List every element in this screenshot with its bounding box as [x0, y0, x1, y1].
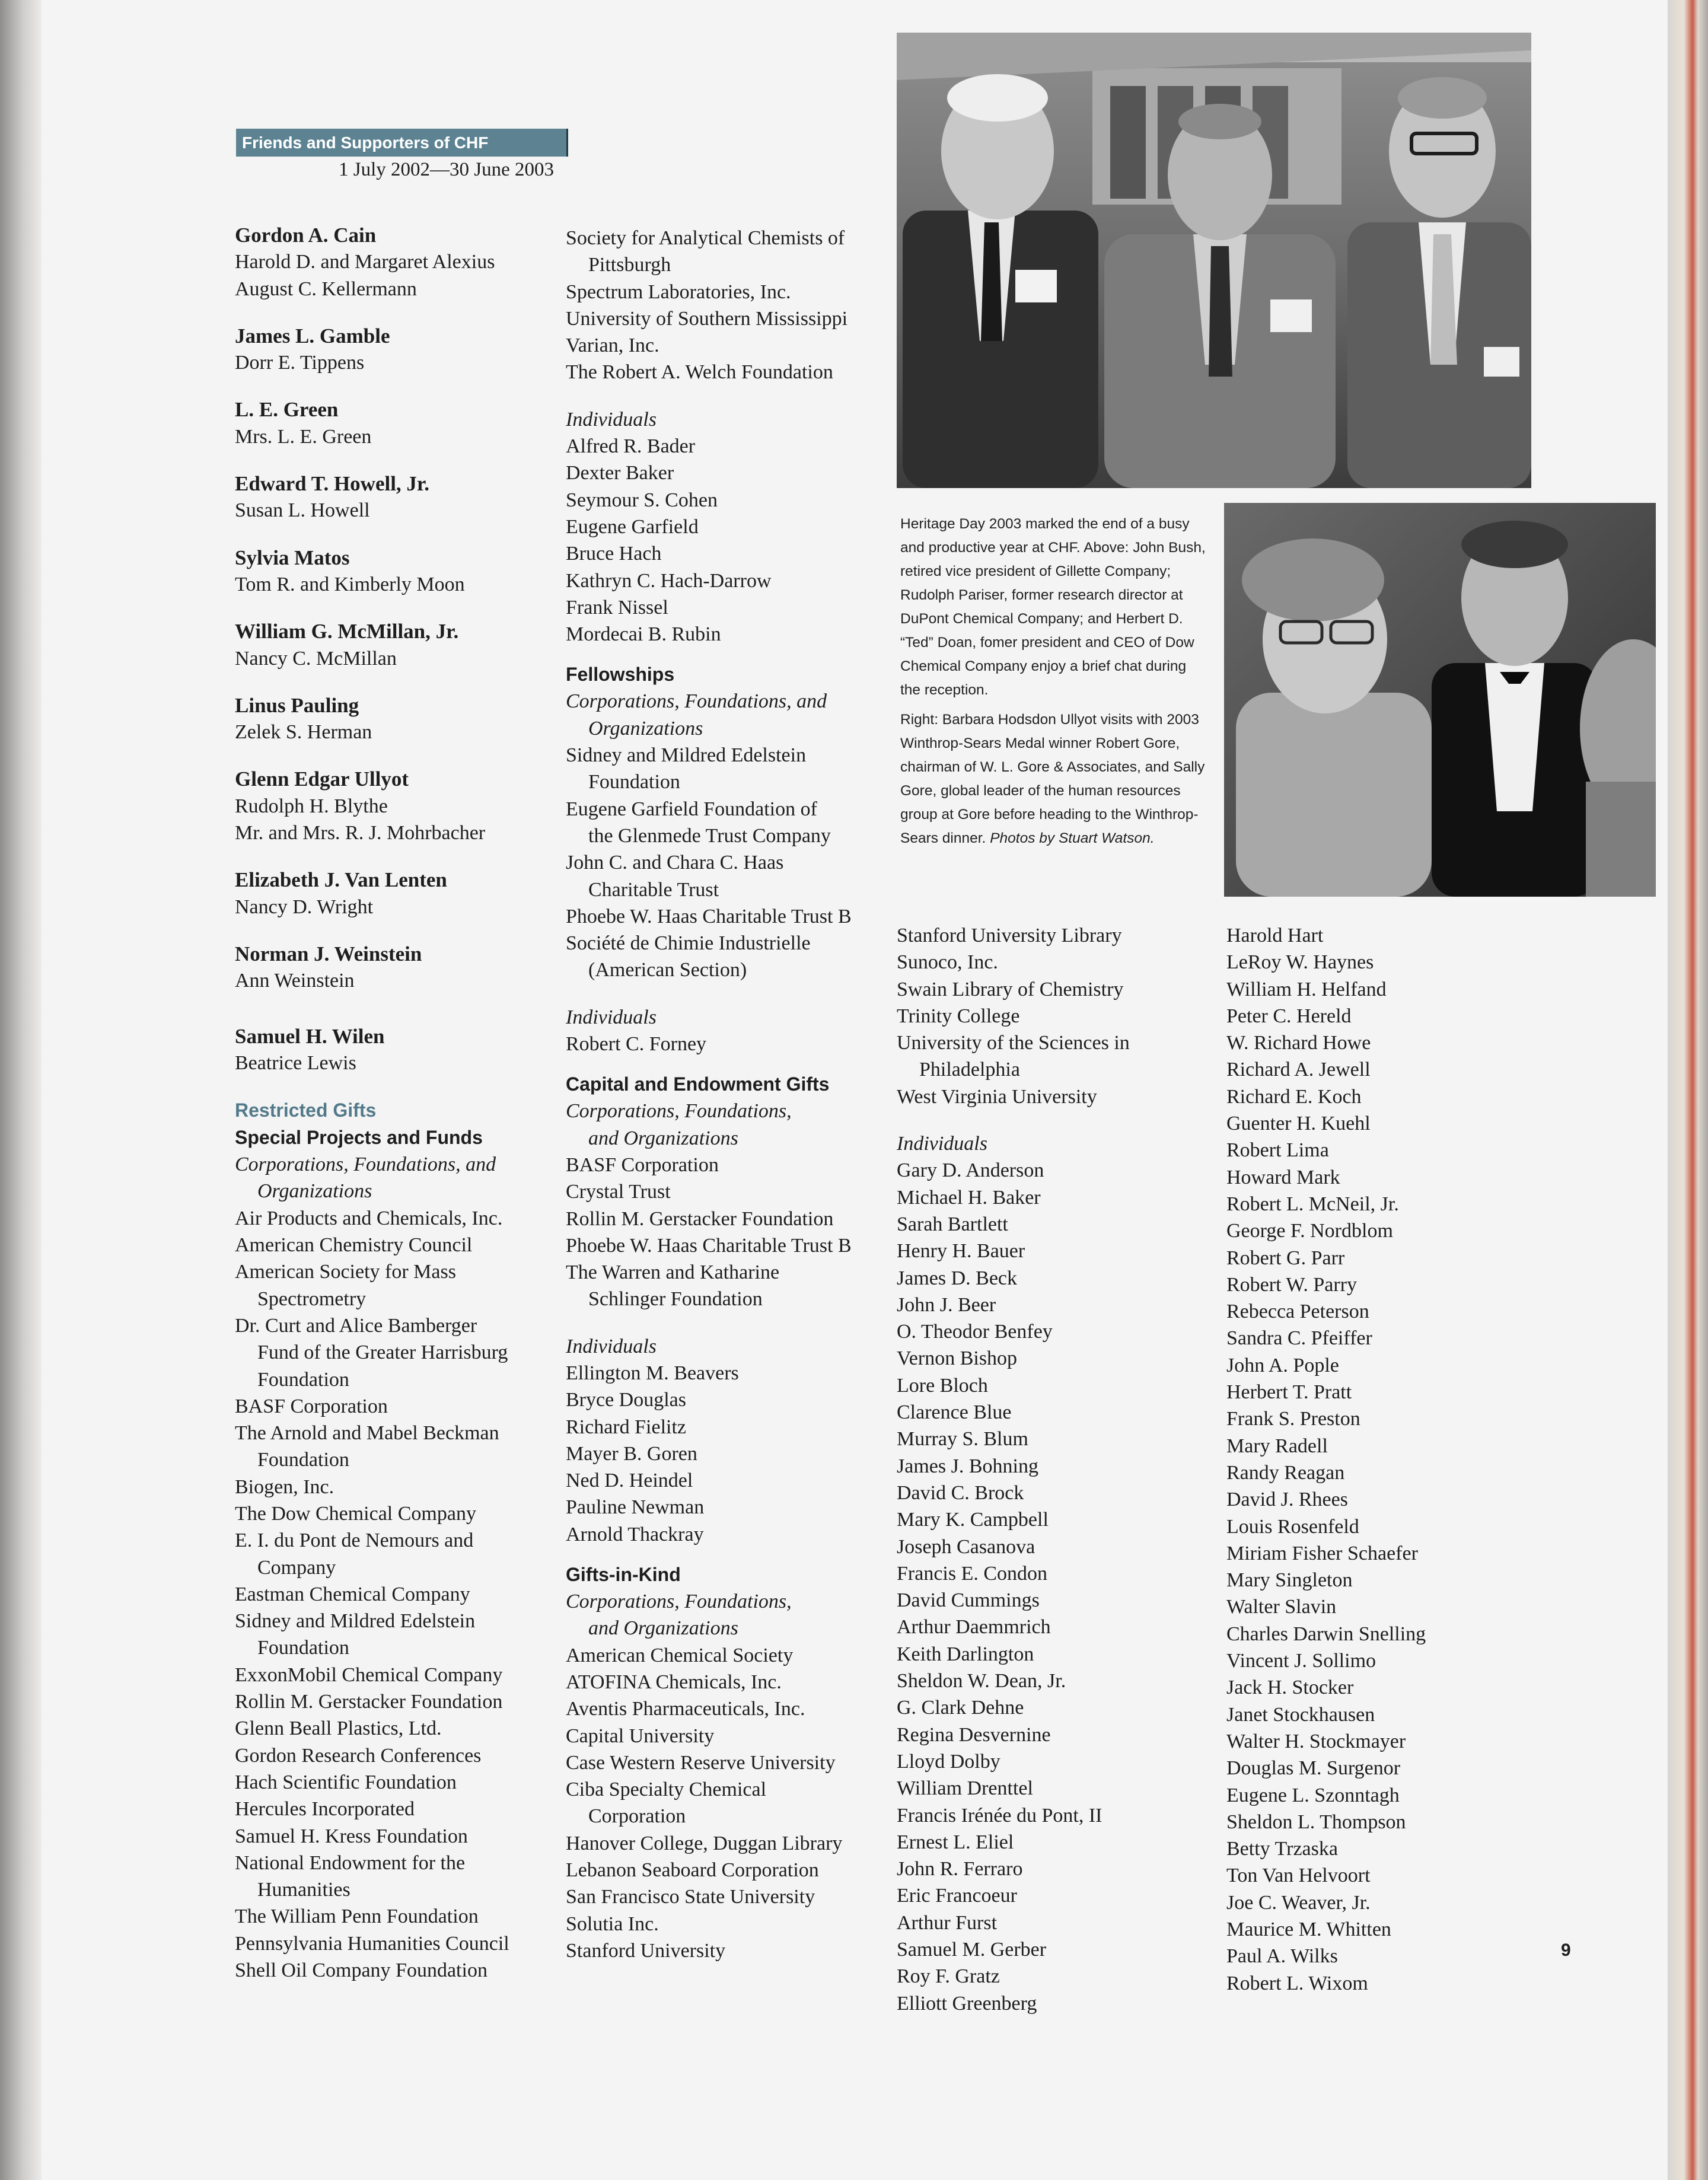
organization-name: Lebanon Seaboard Corporation: [566, 1859, 819, 1882]
individual-name: David C. Brock: [897, 1481, 1024, 1504]
donor-name: Tom R. and Kimberly Moon: [235, 573, 465, 595]
individual-name: Francis E. Condon: [897, 1562, 1048, 1585]
individual-name: John R. Ferraro: [897, 1858, 1023, 1881]
individual-name: Walter Slavin: [1226, 1596, 1337, 1618]
individual-name: Joe C. Weaver, Jr.: [1226, 1891, 1371, 1914]
organization-name: Schlinger Foundation: [588, 1288, 763, 1311]
individual-name: Eric Francoeur: [897, 1885, 1017, 1907]
restricted-gifts-heading: Restricted Gifts: [235, 1099, 377, 1121]
individual-name: Joseph Casanova: [897, 1535, 1035, 1558]
photo-ullyot-gore: [1224, 503, 1656, 897]
organization-name: Samuel H. Kress Foundation: [235, 1825, 468, 1847]
individual-name: Henry H. Bauer: [897, 1240, 1025, 1263]
organization-name: Stanford University Library: [897, 925, 1122, 946]
category-label: Corporations, Foundations,: [566, 1100, 792, 1123]
individual-name: Michael H. Baker: [897, 1186, 1041, 1209]
photo-three-men: [897, 33, 1531, 488]
individual-name: Ton Van Helvoort: [1226, 1865, 1371, 1887]
organization-name: Aventis Pharmaceuticals, Inc.: [566, 1698, 805, 1720]
individual-name: Maurice M. Whitten: [1226, 1918, 1391, 1940]
individual-name: Pauline Newman: [566, 1496, 705, 1519]
organization-name: ATOFINA Chemicals, Inc.: [566, 1671, 782, 1693]
organization-name: Corporation: [588, 1805, 686, 1828]
individual-name: LeRoy W. Haynes: [1226, 951, 1374, 974]
organization-name: Phoebe W. Haas Charitable Trust B: [566, 905, 852, 928]
honoree-name: Elizabeth J. Van Lenten: [235, 868, 447, 892]
individual-name: James D. Beck: [897, 1267, 1018, 1289]
organization-name: Sidney and Mildred Edelstein: [566, 744, 807, 767]
individual-name: Keith Darlington: [897, 1643, 1034, 1665]
donor-name: Mrs. L. E. Green: [235, 425, 372, 448]
organization-name: Eastman Chemical Company: [235, 1583, 470, 1605]
organization-name: Rollin M. Gerstacker Foundation: [235, 1691, 503, 1713]
donor-name: Ann Weinstein: [235, 970, 355, 992]
organization-name: Society for Analytical Chemists of: [566, 227, 845, 249]
individual-name: Douglas M. Surgenor: [1226, 1757, 1401, 1780]
organization-name: Pittsburgh: [588, 254, 671, 276]
individual-name: Vincent J. Sollimo: [1226, 1650, 1376, 1672]
organization-name: Gordon Research Conferences: [235, 1744, 482, 1767]
binding-gutter: [0, 0, 42, 2180]
spacer: [566, 386, 886, 406]
organization-name: Crystal Trust: [566, 1181, 671, 1203]
organization-name: University of the Sciences in: [897, 1032, 1130, 1054]
honoree-name: Gordon A. Cain: [235, 224, 377, 247]
organization-name: Philadelphia: [919, 1059, 1020, 1081]
spacer: [235, 450, 543, 470]
organization-name: Spectrometry: [257, 1287, 367, 1310]
column-4: [1226, 922, 1535, 1997]
special-projects-heading: Special Projects and Funds: [235, 1127, 483, 1149]
organization-name: Rollin M. Gerstacker Foundation: [566, 1207, 834, 1230]
individual-name: Howard Mark: [1226, 1166, 1340, 1188]
individual-name: Guenter H. Kuehl: [1226, 1113, 1371, 1135]
spacer: [566, 984, 886, 1004]
organization-name: Foundation: [257, 1449, 349, 1471]
organization-name: Humanities: [257, 1879, 350, 1901]
category-label: Organizations: [257, 1180, 372, 1203]
individual-name: Mayer B. Goren: [566, 1442, 697, 1465]
organization-name: Shell Oil Company Foundation: [235, 1959, 487, 1982]
honoree-name: Samuel H. Wilen: [235, 1024, 385, 1048]
individual-name: Samuel M. Gerber: [897, 1938, 1047, 1961]
individual-name: Frank S. Preston: [1226, 1408, 1360, 1430]
donor-name: Dorr E. Tippens: [235, 352, 365, 374]
spacer: [235, 598, 543, 618]
donor-name: Harold D. and Margaret Alexius: [235, 251, 495, 273]
individual-name: Arnold Thackray: [566, 1523, 704, 1545]
organization-name: Pennsylvania Humanities Council: [235, 1932, 509, 1955]
fellowships-heading: Fellowships: [566, 664, 675, 686]
honoree-name: Glenn Edgar Ullyot: [235, 767, 409, 791]
individual-name: Robert G. Parr: [1226, 1247, 1345, 1269]
organization-name: BASF Corporation: [235, 1395, 388, 1417]
individual-name: David Cummings: [897, 1589, 1040, 1612]
organization-name: Case Western Reserve University: [566, 1751, 836, 1774]
spacer: [235, 376, 543, 396]
individual-name: Dexter Baker: [566, 462, 674, 485]
organization-name: E. I. du Pont de Nemours and: [235, 1529, 474, 1552]
spacer: [235, 302, 543, 323]
individual-name: Miriam Fisher Schaefer: [1226, 1542, 1418, 1564]
spacer: [235, 920, 543, 941]
individual-name: Ellington M. Beavers: [566, 1362, 739, 1384]
date-range: 1 July 2002—30 June 2003: [339, 159, 554, 180]
column-2: [566, 225, 886, 1964]
organization-name: the Glenmede Trust Company: [588, 824, 831, 847]
individual-name: William H. Helfand: [1226, 978, 1387, 1000]
individual-name: Roy F. Gratz: [897, 1965, 1000, 1988]
individual-name: Louis Rosenfeld: [1226, 1515, 1359, 1538]
category-label: Organizations: [588, 717, 703, 740]
individual-name: Harold Hart: [1226, 925, 1324, 946]
individual-name: David J. Rhees: [1226, 1489, 1348, 1511]
organization-name: University of Southern Mississippi: [566, 307, 848, 330]
individual-name: Frank Nissel: [566, 596, 668, 619]
organization-name: Foundation: [257, 1368, 349, 1391]
individual-name: Ernest L. Eliel: [897, 1831, 1014, 1853]
organization-name: Trinity College: [897, 1005, 1020, 1027]
spacer: [897, 1110, 1205, 1130]
individual-name: Bruce Hach: [566, 543, 662, 565]
organization-name: Eugene Garfield Foundation of: [566, 798, 817, 820]
organization-name: Foundation: [588, 771, 680, 793]
category-label: and Organizations: [588, 1127, 738, 1149]
organization-name: The William Penn Foundation: [235, 1905, 479, 1928]
individual-name: Robert L. Wixom: [1226, 1972, 1368, 1994]
individual-name: Sandra C. Pfeiffer: [1226, 1327, 1372, 1350]
individual-name: Elliott Greenberg: [897, 1992, 1037, 2015]
individual-name: Kathryn C. Hach-Darrow: [566, 569, 772, 592]
gifts-in-kind-heading: Gifts-in-Kind: [566, 1564, 681, 1586]
organization-name: Glenn Beall Plastics, Ltd.: [235, 1717, 442, 1740]
organization-name: Société de Chimie Industrielle: [566, 932, 811, 955]
page-edge: [1668, 0, 1708, 2180]
organization-name: American Society for Mass: [235, 1261, 456, 1283]
organization-name: Stanford University: [566, 1939, 726, 1962]
organization-name: Dr. Curt and Alice Bamberger: [235, 1314, 477, 1337]
organization-name: Company: [257, 1556, 336, 1579]
organization-name: BASF Corporation: [566, 1153, 719, 1176]
column-3: [897, 922, 1205, 2017]
donor-name: Nancy D. Wright: [235, 895, 374, 918]
individuals-label: Individuals: [566, 1006, 657, 1028]
individual-name: Randy Reagan: [1226, 1461, 1345, 1484]
organization-name: John C. and Chara C. Haas: [566, 852, 784, 874]
individual-name: Regina Desvernine: [897, 1723, 1051, 1746]
donor-name: Beatrice Lewis: [235, 1051, 356, 1074]
photo-credit: Photos by Stuart Watson.: [990, 830, 1155, 846]
donor-name: August C. Kellermann: [235, 278, 417, 300]
organization-name: Varian, Inc.: [566, 334, 659, 357]
honoree-name: William G. McMillan, Jr.: [235, 620, 459, 643]
individual-name: Robert L. McNeil, Jr.: [1226, 1193, 1399, 1215]
spacer: [235, 1076, 543, 1097]
organization-name: Sidney and Mildred Edelstein: [235, 1610, 476, 1633]
individual-name: Sarah Bartlett: [897, 1213, 1008, 1235]
individual-name: Clarence Blue: [897, 1401, 1012, 1424]
individual-name: W. Richard Howe: [1226, 1032, 1371, 1054]
honoree-name: Norman J. Weinstein: [235, 942, 422, 965]
organization-name: American Chemical Society: [566, 1644, 794, 1666]
photo-caption: [900, 512, 1209, 856]
caption-paragraph-2-text: Right: Barbara Hodsdon Ullyot visits with 2003 Winthrop-Sears Medal winner Robert Gore, chairman of W. L. Gore & Associates, and Sally Gore, global leader of the human resources group at Gore before heading to the Winthrop-Sears dinner.: [900, 712, 1205, 846]
individual-name: Rebecca Peterson: [1226, 1301, 1369, 1323]
individual-name: Arthur Daemmrich: [897, 1616, 1051, 1639]
individual-name: Mary Radell: [1226, 1435, 1328, 1457]
organization-name: Capital University: [566, 1725, 715, 1747]
individual-name: Eugene L. Szonntagh: [1226, 1784, 1400, 1806]
caption-paragraph-2: [900, 708, 1209, 850]
individual-name: Charles Darwin Snelling: [1226, 1623, 1426, 1645]
individual-name: Robert C. Forney: [566, 1033, 707, 1056]
individual-name: John J. Beer: [897, 1293, 996, 1316]
donor-name: Rudolph H. Blythe: [235, 795, 388, 817]
organization-name: Swain Library of Chemistry: [897, 978, 1124, 1000]
donor-name: Zelek S. Herman: [235, 721, 372, 744]
spacer: [566, 1057, 886, 1070]
individual-name: Richard E. Koch: [1226, 1085, 1362, 1108]
organization-name: ExxonMobil Chemical Company: [235, 1663, 503, 1686]
capital-gifts-heading: Capital and Endowment Gifts: [566, 1073, 830, 1095]
individual-name: Lloyd Dolby: [897, 1750, 1000, 1773]
individual-name: Mordecai B. Rubin: [566, 623, 721, 646]
individual-name: Robert Lima: [1226, 1139, 1329, 1162]
organization-name: The Warren and Katharine: [566, 1261, 780, 1284]
donor-name: Nancy C. McMillan: [235, 647, 397, 670]
individual-name: Richard A. Jewell: [1226, 1059, 1371, 1081]
individual-name: O. Theodor Benfey: [897, 1321, 1053, 1343]
organization-name: Air Products and Chemicals, Inc.: [235, 1207, 503, 1229]
organization-name: Sunoco, Inc.: [897, 951, 998, 974]
category-label: Corporations, Foundations,: [566, 1591, 792, 1613]
individual-name: Peter C. Hereld: [1226, 1005, 1352, 1027]
spacer: [235, 846, 543, 866]
section-title-bar: Friends and Supporters of CHF: [236, 129, 568, 157]
individual-name: Walter H. Stockmayer: [1226, 1730, 1406, 1752]
individual-name: Lore Bloch: [897, 1374, 988, 1397]
individual-name: Mary K. Campbell: [897, 1509, 1049, 1531]
honoree-name: Sylvia Matos: [235, 546, 350, 569]
individual-name: Seymour S. Cohen: [566, 489, 718, 511]
organization-name: Foundation: [257, 1637, 349, 1659]
individual-name: James J. Bohning: [897, 1455, 1038, 1477]
individual-name: George F. Nordblom: [1226, 1220, 1393, 1242]
organization-name: The Robert A. Welch Foundation: [566, 361, 833, 384]
organization-name: Spectrum Laboratories, Inc.: [566, 281, 791, 303]
category-label: Corporations, Foundations, and: [235, 1153, 496, 1176]
individual-name: Eugene Garfield: [566, 515, 699, 538]
individuals-label: Individuals: [566, 1335, 657, 1357]
individual-name: John A. Pople: [1226, 1354, 1339, 1376]
honoree-name: L. E. Green: [235, 398, 339, 422]
individual-name: Sheldon W. Dean, Jr.: [897, 1670, 1066, 1693]
individual-name: Herbert T. Pratt: [1226, 1381, 1352, 1404]
individual-name: Robert W. Parry: [1226, 1273, 1358, 1296]
organization-name: Charitable Trust: [588, 878, 719, 901]
spacer: [235, 524, 543, 544]
organization-name: National Endowment for the: [235, 1851, 466, 1874]
organization-name: The Dow Chemical Company: [235, 1502, 476, 1525]
honoree-name: Linus Pauling: [235, 693, 359, 717]
organization-name: Biogen, Inc.: [235, 1475, 334, 1498]
spacer: [566, 648, 886, 661]
individual-name: Betty Trzaska: [1226, 1838, 1338, 1860]
organization-name: Ciba Specialty Chemical: [566, 1779, 767, 1801]
individual-name: Gary D. Anderson: [897, 1159, 1044, 1182]
organization-name: Solutia Inc.: [566, 1913, 659, 1935]
individual-name: Mary Singleton: [1226, 1569, 1353, 1592]
organization-name: Hanover College, Duggan Library: [566, 1832, 843, 1854]
individual-name: Francis Irénée du Pont, II: [897, 1804, 1102, 1827]
spacer: [235, 745, 543, 766]
column-1: [235, 222, 543, 1984]
caption-paragraph-1: Heritage Day 2003 marked the end of a busy and productive year at CHF. Above: John Bush, retired vice president of Gillette Company; Rudolph Pariser, former research director at DuPont Chemical Company; and Herbert D. “Ted” Doan, fomer president and CEO of Dow Chemical Company enjoy a brief chat during the reception.: [900, 516, 1206, 698]
category-label: and Organizations: [588, 1617, 738, 1640]
individual-name: Sheldon L. Thompson: [1226, 1811, 1406, 1833]
individual-name: Vernon Bishop: [897, 1347, 1018, 1370]
spacer: [566, 1548, 886, 1561]
individuals-label: Individuals: [897, 1133, 987, 1155]
individual-name: Alfred R. Bader: [566, 435, 696, 458]
individual-name: Jack H. Stocker: [1226, 1677, 1354, 1699]
donor-name: Susan L. Howell: [235, 499, 370, 522]
honoree-name: Edward T. Howell, Jr.: [235, 472, 430, 496]
organization-name: Phoebe W. Haas Charitable Trust B: [566, 1234, 852, 1257]
organization-name: Fund of the Greater Harrisburg: [257, 1341, 508, 1364]
individual-name: Arthur Furst: [897, 1911, 998, 1934]
individual-name: Murray S. Blum: [897, 1428, 1028, 1451]
organization-name: West Virginia University: [897, 1085, 1097, 1108]
page-number: 9: [1561, 1940, 1571, 1960]
individuals-label: Individuals: [566, 408, 657, 431]
spacer: [235, 672, 543, 692]
individual-name: William Drenttel: [897, 1777, 1033, 1800]
individual-name: G. Clark Dehne: [897, 1697, 1024, 1719]
organization-name: American Chemistry Council: [235, 1234, 473, 1257]
donor-name: Mr. and Mrs. R. J. Mohrbacher: [235, 822, 486, 844]
organization-name: The Arnold and Mabel Beckman: [235, 1422, 499, 1445]
organization-name: Hach Scientific Foundation: [235, 1771, 457, 1793]
organization-name: San Francisco State University: [566, 1886, 815, 1908]
spacer: [235, 995, 543, 1023]
individual-name: Richard Fielitz: [566, 1416, 687, 1438]
organization-name: (American Section): [588, 959, 747, 981]
individual-name: Janet Stockhausen: [1226, 1703, 1375, 1726]
organization-name: Hercules Incorporated: [235, 1798, 415, 1821]
spacer: [566, 1313, 886, 1333]
individual-name: Ned D. Heindel: [566, 1470, 693, 1492]
individual-name: Paul A. Wilks: [1226, 1945, 1338, 1968]
honoree-name: James L. Gamble: [235, 324, 390, 348]
category-label: Corporations, Foundations, and: [566, 690, 827, 713]
individual-name: Bryce Douglas: [566, 1389, 687, 1411]
